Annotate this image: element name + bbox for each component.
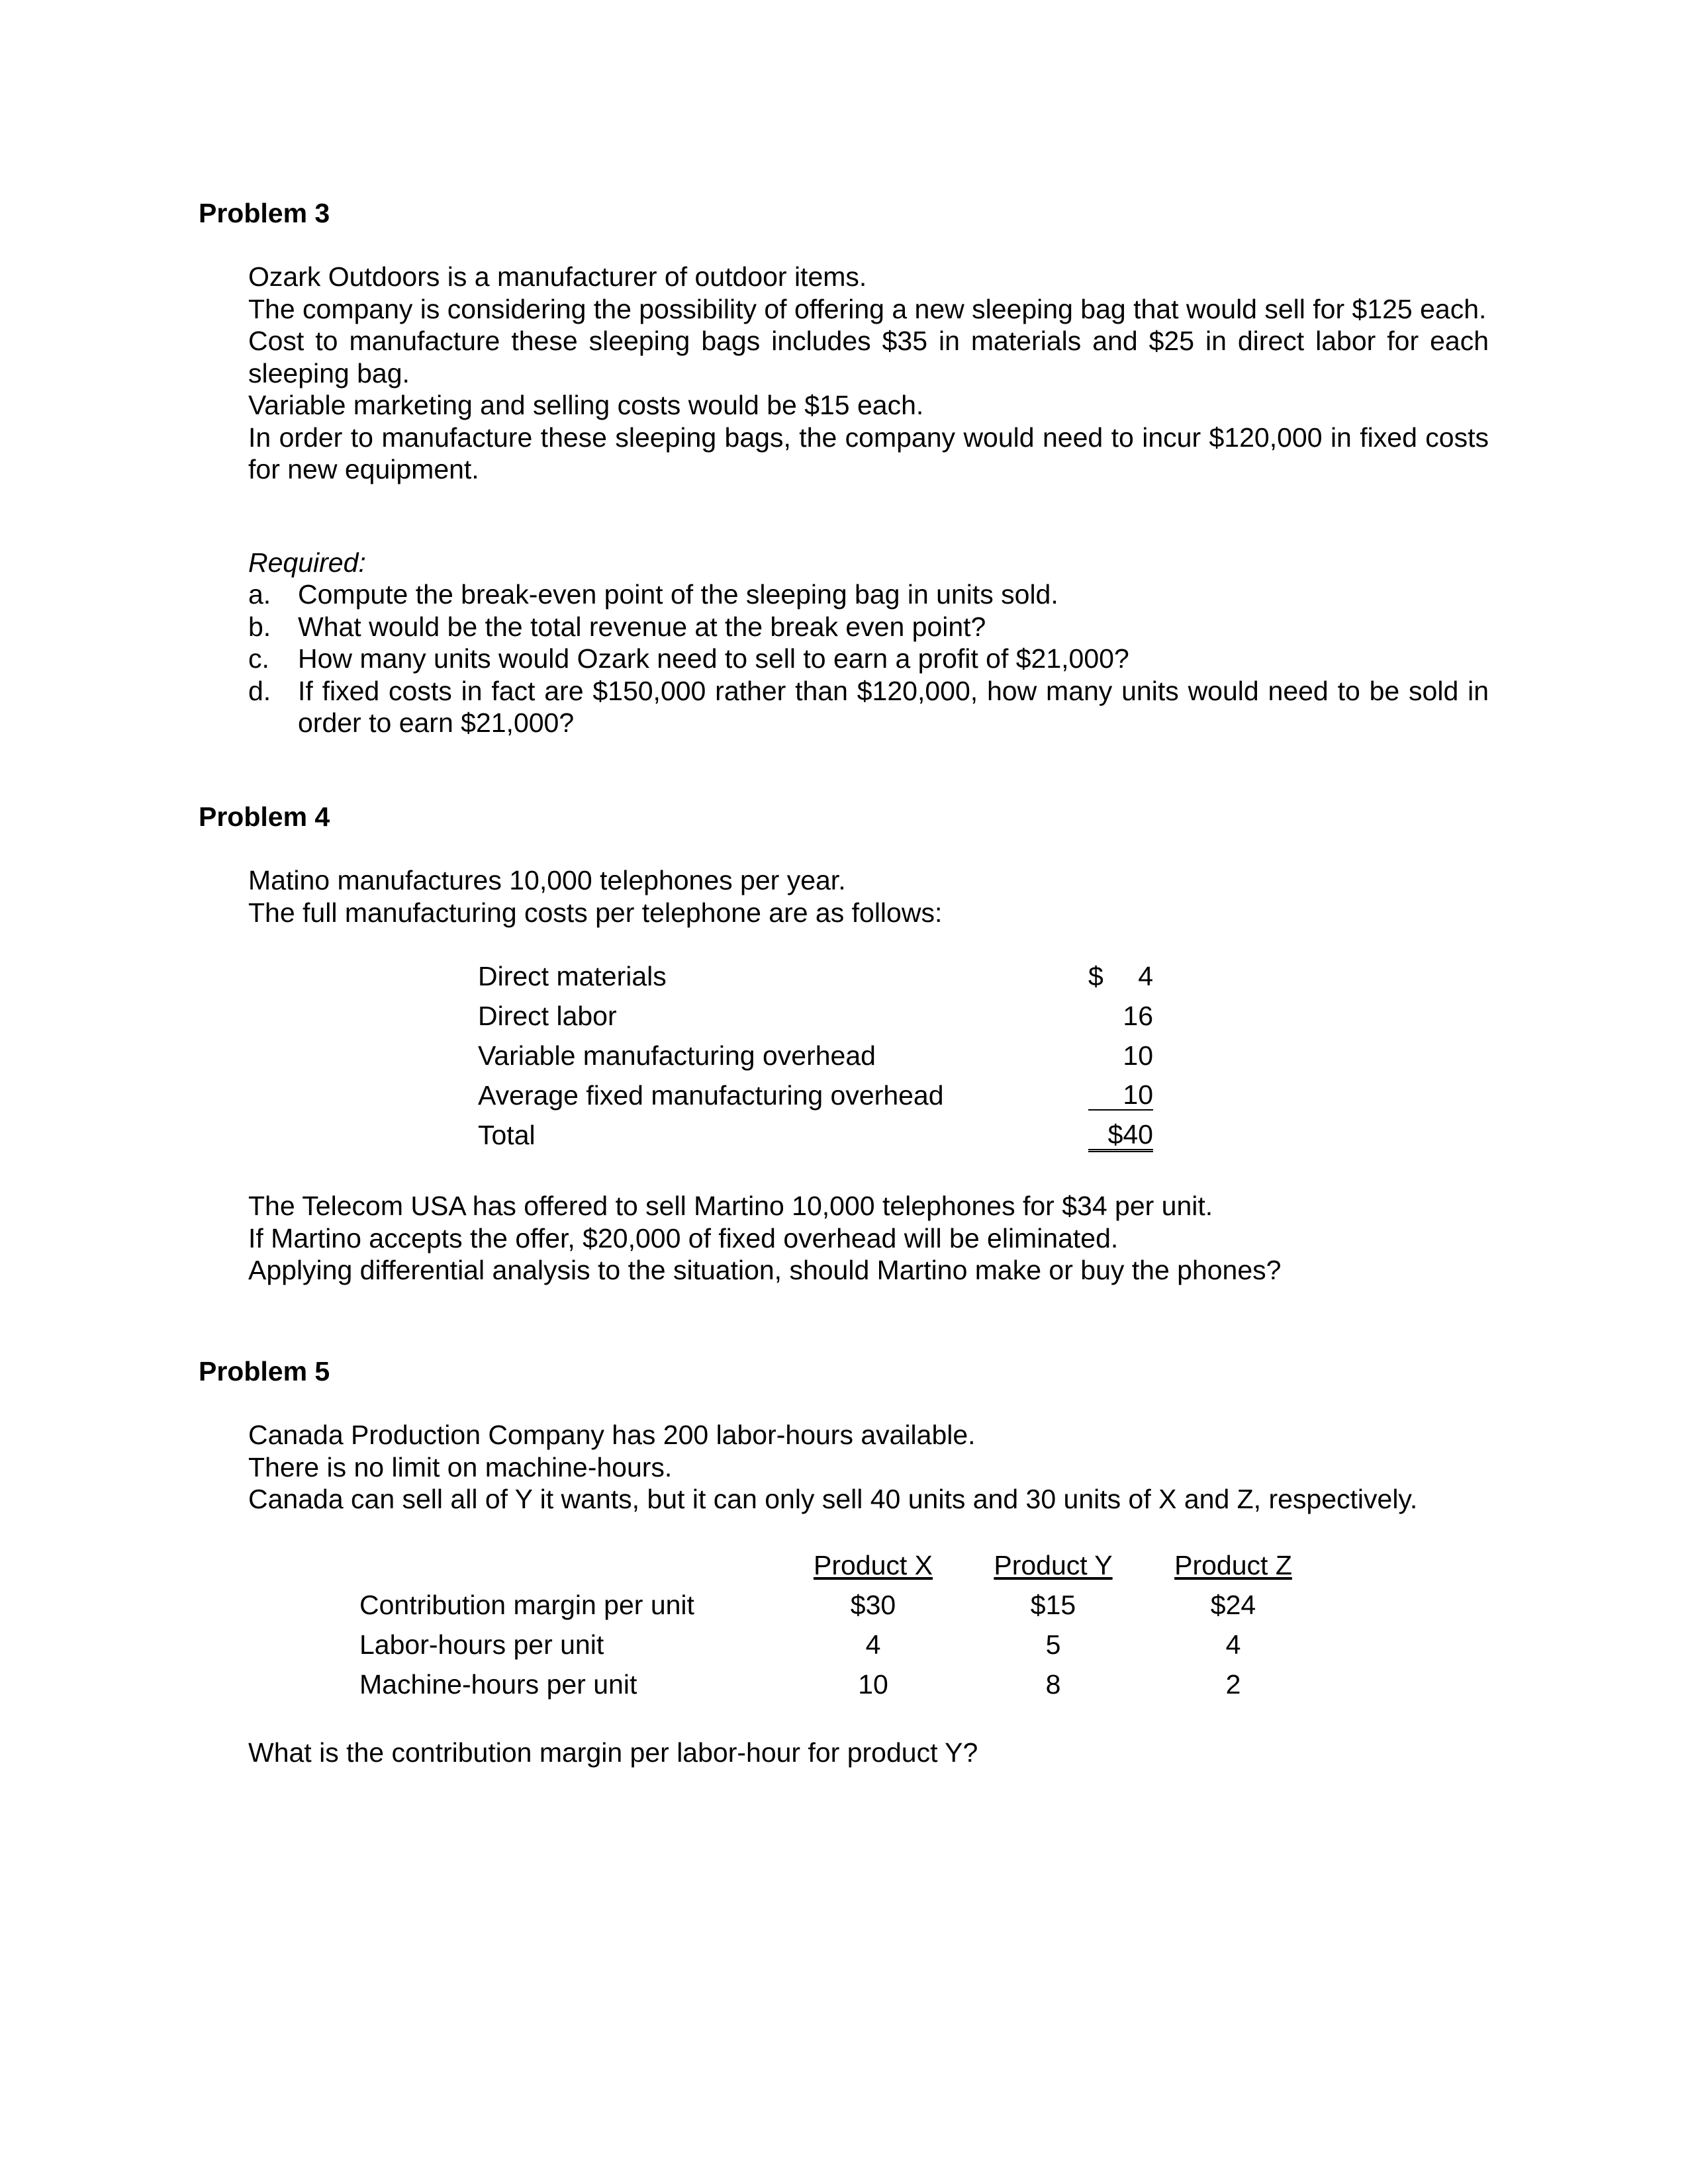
cost-amount: 10 xyxy=(1088,1080,1153,1111)
problem-4-intro xyxy=(248,864,1489,929)
cost-total-amount: $40 xyxy=(1088,1120,1153,1152)
problem-3-description xyxy=(248,261,1489,486)
product-row xyxy=(359,1669,1319,1709)
problem-3-paragraph: In order to manufacture these sleeping bags, the company would need to incur $120,000 in fixed costs for new equipment. xyxy=(248,422,1489,484)
problem-3-paragraph: Cost to manufacture these sleeping bags includes $35 in materials and $25 in direct labor for each sleeping bag. xyxy=(248,326,1489,388)
question-marker: c. xyxy=(248,643,269,674)
question-text: How many units would Ozark need to sell to earn a profit of $21,000? xyxy=(298,643,1129,674)
cost-row xyxy=(478,1080,1153,1120)
cell-value: 10 xyxy=(858,1669,888,1700)
problem-5-intro xyxy=(248,1419,1489,1516)
column-header: Product Y xyxy=(994,1550,1113,1580)
problem-3-paragraph: Variable marketing and selling costs would be $15 each. xyxy=(248,390,924,420)
question-marker: b. xyxy=(248,611,271,642)
question-item xyxy=(248,643,1489,675)
question-text: Compute the break-even point of the sleeping bag in units sold. xyxy=(298,579,1058,610)
cost-total-label: Total xyxy=(478,1120,536,1150)
problem-3-question-list xyxy=(248,578,1489,739)
cost-row xyxy=(478,1040,1153,1080)
cost-row xyxy=(478,961,1153,1001)
question-text: What would be the total revenue at the break even point? xyxy=(298,611,986,642)
column-header: Product Z xyxy=(1174,1550,1292,1580)
column-header: Product X xyxy=(813,1550,933,1580)
problem-5-question xyxy=(248,1737,1489,1769)
cell-value: 4 xyxy=(865,1629,881,1660)
product-row xyxy=(359,1629,1319,1669)
question-marker: a. xyxy=(248,579,271,610)
problem-5-paragraph: There is no limit on machine-hours. xyxy=(248,1451,673,1482)
problem-4-paragraph: The Telecom USA has offered to sell Martino 10,000 telephones for $34 per unit. xyxy=(248,1191,1213,1221)
problem-4-outro xyxy=(248,1190,1489,1287)
cost-total-row xyxy=(478,1120,1153,1160)
problem-5-heading: Problem 5 xyxy=(199,1356,330,1387)
problem-4-heading: Problem 4 xyxy=(199,801,330,832)
problem-5-question-text: What is the contribution margin per labor-hour for product Y? xyxy=(248,1737,978,1768)
cell-value: $15 xyxy=(1030,1590,1076,1620)
product-header-row xyxy=(359,1550,1319,1590)
product-row xyxy=(359,1590,1319,1629)
problem-3-required xyxy=(248,547,1489,579)
question-marker: d. xyxy=(248,675,271,706)
cell-value: 8 xyxy=(1045,1669,1061,1700)
cost-table xyxy=(478,961,1153,1160)
cost-label: Average fixed manufacturing overhead xyxy=(478,1080,944,1111)
product-table xyxy=(359,1550,1319,1709)
cell-value: $30 xyxy=(850,1590,896,1620)
cost-amount: 4 xyxy=(1138,961,1153,991)
cost-row xyxy=(478,1001,1153,1040)
row-label: Contribution margin per unit xyxy=(359,1590,694,1620)
problem-4-paragraph: Matino manufactures 10,000 telephones per year. xyxy=(248,865,846,895)
question-text: If fixed costs in fact are $150,000 rather than $120,000, how many units would need to be sold in order to earn $21,000? xyxy=(298,675,1489,738)
cell-value: 2 xyxy=(1225,1669,1241,1700)
cell-value: 5 xyxy=(1045,1629,1061,1660)
question-item xyxy=(248,675,1489,739)
row-label: Labor-hours per unit xyxy=(359,1629,604,1660)
cell-value: $24 xyxy=(1210,1590,1256,1620)
required-label: Required: xyxy=(248,547,366,578)
problem-4-paragraph: Applying differential analysis to the situation, should Martino make or buy the phones? xyxy=(248,1255,1282,1285)
problem-5-paragraph: Canada can sell all of Y it wants, but it can only sell 40 units and 30 units of X and Z, respectively. xyxy=(248,1484,1418,1514)
problem-5-paragraph: Canada Production Company has 200 labor-hours available. xyxy=(248,1420,976,1450)
cell-value: 4 xyxy=(1225,1629,1241,1660)
problem-3-paragraph: The company is considering the possibility of offering a new sleeping bag that would sell for $125 each. xyxy=(248,293,1487,324)
cost-label: Variable manufacturing overhead xyxy=(478,1040,876,1071)
cost-label: Direct labor xyxy=(478,1001,617,1031)
row-label: Machine-hours per unit xyxy=(359,1669,637,1700)
question-item xyxy=(248,578,1489,611)
problem-3-heading: Problem 3 xyxy=(199,198,330,228)
cost-amount: 16 xyxy=(1123,1001,1153,1031)
cost-dollar-sign: $ xyxy=(1088,961,1103,991)
question-item xyxy=(248,611,1489,643)
problem-3-paragraph: Ozark Outdoors is a manufacturer of outdoor items. xyxy=(248,261,867,292)
problem-4-paragraph: The full manufacturing costs per telephone are as follows: xyxy=(248,897,943,928)
cost-label: Direct materials xyxy=(478,961,667,991)
cost-amount: 10 xyxy=(1123,1040,1153,1071)
problem-4-paragraph: If Martino accepts the offer, $20,000 of fixed overhead will be eliminated. xyxy=(248,1222,1119,1253)
